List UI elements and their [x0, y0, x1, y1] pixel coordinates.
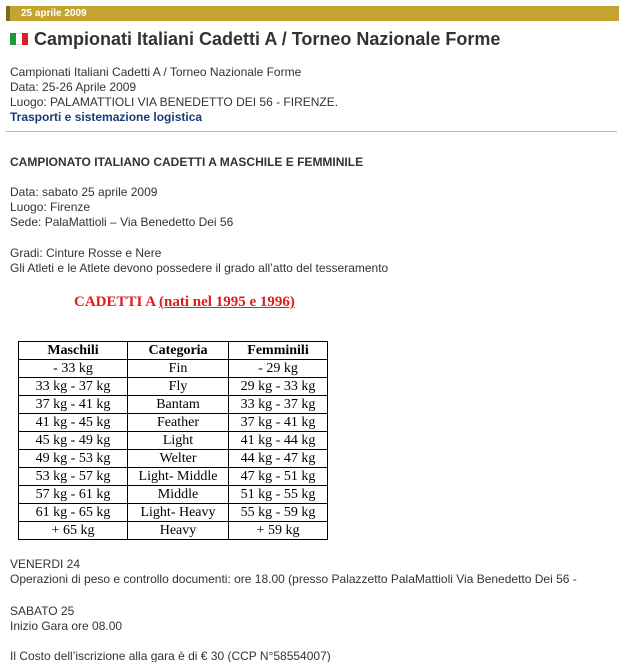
cell-maschili: 41 kg - 45 kg — [19, 414, 128, 432]
cell-femminili: 51 kg - 55 kg — [229, 486, 328, 504]
cell-femminili: 55 kg - 59 kg — [229, 504, 328, 522]
title-row — [10, 27, 500, 51]
intro-line-title: Campionati Italiani Cadetti A / Torneo Nazionale Forme — [10, 65, 302, 79]
cell-categoria: Fin — [128, 360, 229, 378]
cell-femminili: 47 kg - 51 kg — [229, 468, 328, 486]
saturday-text: Inizio Gara ore 08.00 — [10, 619, 123, 633]
cell-maschili: 57 kg - 61 kg — [19, 486, 128, 504]
cell-maschili: + 65 kg — [19, 522, 128, 540]
cell-categoria: Middle — [128, 486, 229, 504]
grades-note: Gli Atleti e le Atlete devono possedere il grado all’atto del tesseramento — [10, 261, 389, 275]
cell-categoria: Light- Heavy — [128, 504, 229, 522]
table-row — [19, 486, 328, 504]
cell-femminili: 41 kg - 44 kg — [229, 432, 328, 450]
schedule-saturday — [10, 604, 122, 634]
cell-femminili: - 29 kg — [229, 360, 328, 378]
table-row — [19, 414, 328, 432]
cell-femminili: 33 kg - 37 kg — [229, 396, 328, 414]
cell-femminili: 29 kg - 33 kg — [229, 378, 328, 396]
table-row — [19, 522, 328, 540]
cell-maschili: 33 kg - 37 kg — [19, 378, 128, 396]
italian-flag-icon — [10, 33, 28, 45]
table-row — [19, 360, 328, 378]
event-venue: Sede: PalaMattioli – Via Benedetto Dei 56 — [10, 215, 234, 229]
event-details — [10, 185, 233, 230]
section-heading: CAMPIONATO ITALIANO CADETTI A MASCHILE E FEMMINILE — [10, 155, 364, 169]
header-femminili: Femminili — [229, 342, 328, 360]
weight-categories-table — [18, 341, 328, 540]
date-bar — [6, 6, 619, 21]
cell-maschili: 45 kg - 49 kg — [19, 432, 128, 450]
cell-maschili: 37 kg - 41 kg — [19, 396, 128, 414]
page-title: Campionati Italiani Cadetti A / Torneo Nazionale Forme — [34, 29, 501, 49]
cell-maschili: 61 kg - 65 kg — [19, 504, 128, 522]
event-place: Luogo: Firenze — [10, 200, 91, 214]
cell-categoria: Welter — [128, 450, 229, 468]
cell-categoria: Feather — [128, 414, 229, 432]
cell-categoria: Heavy — [128, 522, 229, 540]
cell-maschili: - 33 kg — [19, 360, 128, 378]
cost-block — [10, 649, 331, 662]
cadetti-heading — [74, 293, 295, 311]
intro-line-date: Data: 25-26 Aprile 2009 — [10, 80, 137, 94]
grades-line: Gradi: Cinture Rosse e Nere — [10, 246, 162, 260]
friday-label: VENERDI 24 — [10, 557, 81, 571]
friday-text: Operazioni di peso e controllo documenti: ore 18.00 (presso Palazzetto PalaMattioli Via Benedetto Dei 56 - — [10, 572, 577, 586]
table-header-row — [19, 342, 328, 360]
grades-block — [10, 246, 388, 276]
logistics-link[interactable]: Trasporti e sistemazione logistica — [10, 110, 203, 124]
table-body — [19, 360, 328, 540]
cell-categoria: Bantam — [128, 396, 229, 414]
cell-categoria: Light- Middle — [128, 468, 229, 486]
event-date: Data: sabato 25 aprile 2009 — [10, 185, 158, 199]
intro-line-place: Luogo: PALAMATTIOLI VIA BENEDETTO DEI 56 - FIRENZE. — [10, 95, 339, 109]
post-date: 25 aprile 2009 — [21, 8, 87, 19]
cell-femminili: 44 kg - 47 kg — [229, 450, 328, 468]
intro-block — [10, 65, 338, 125]
cell-maschili: 53 kg - 57 kg — [19, 468, 128, 486]
cadetti-label: CADETTI A — [74, 294, 160, 310]
table-row — [19, 504, 328, 522]
cadetti-years: (nati nel 1995 e 1996) — [159, 294, 295, 310]
cell-categoria: Light — [128, 432, 229, 450]
cell-maschili: 49 kg - 53 kg — [19, 450, 128, 468]
divider — [6, 131, 617, 132]
header-maschili: Maschili — [19, 342, 128, 360]
table-row — [19, 378, 328, 396]
header-categoria: Categoria — [128, 342, 229, 360]
cell-femminili: + 59 kg — [229, 522, 328, 540]
cell-femminili: 37 kg - 41 kg — [229, 414, 328, 432]
table-row — [19, 432, 328, 450]
table-row — [19, 450, 328, 468]
schedule-friday — [10, 557, 577, 587]
cost-text: Il Costo dell’iscrizione alla gara è di € 30 (CCP N°58554007) — [10, 649, 331, 662]
saturday-label: SABATO 25 — [10, 604, 75, 618]
table-row — [19, 468, 328, 486]
cell-categoria: Fly — [128, 378, 229, 396]
table-row — [19, 396, 328, 414]
